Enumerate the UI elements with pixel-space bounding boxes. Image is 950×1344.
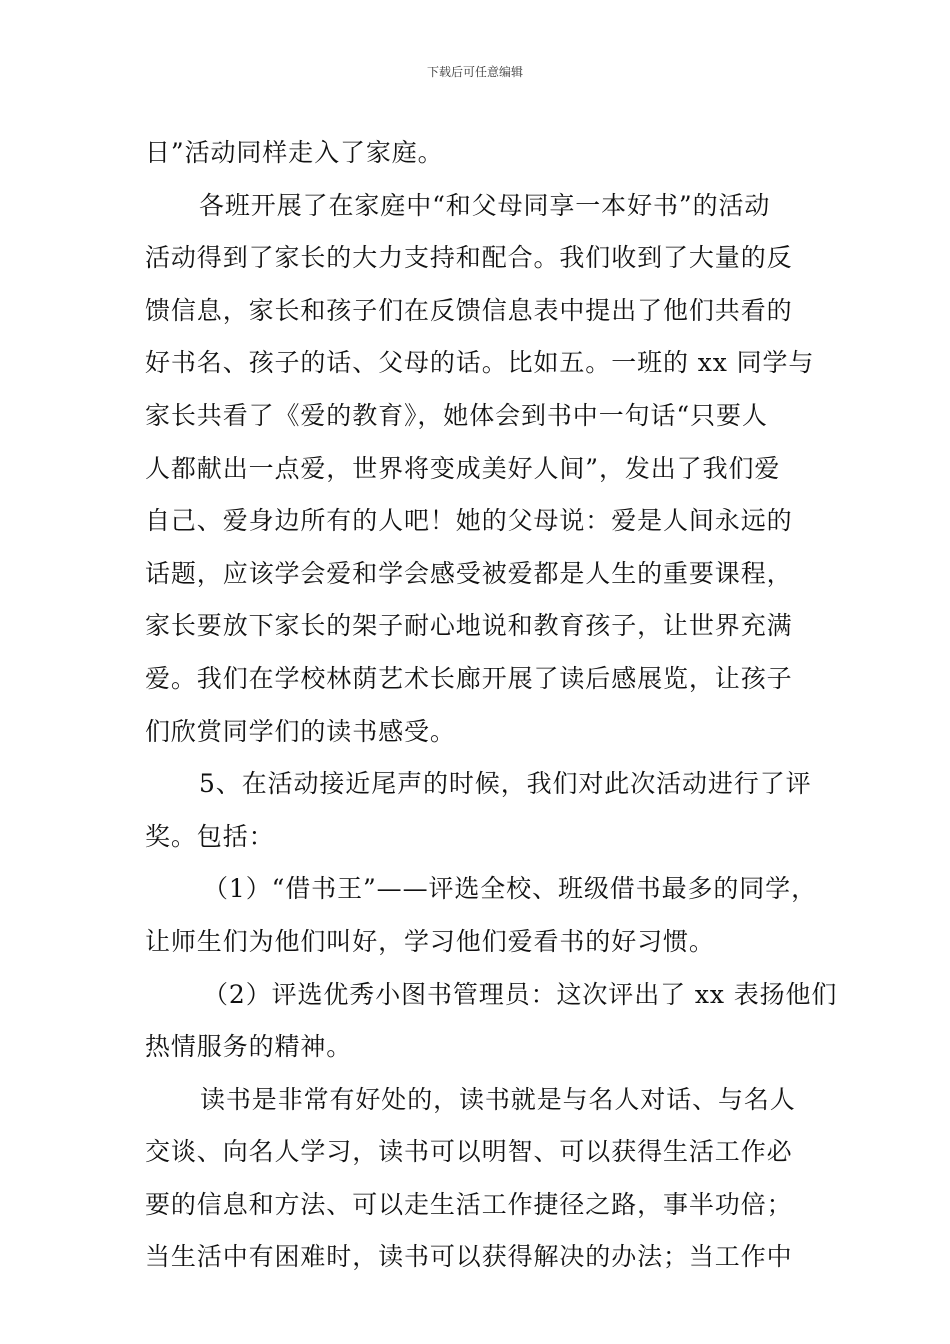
paragraph-first-line: 读书是非常有好处的，读书就是与名人对话、与名人 [200,1084,796,1114]
text-line: 自己、爱身边所有的人吧！她的父母说：爱是人间永远的 [145,506,793,536]
text-line: 热情服务的精神。 [145,1032,353,1062]
text-line: 当生活中有困难时，读书可以获得解决的办法；当工作中 [145,1242,793,1272]
document-body [145,127,838,1284]
text-line: 馈信息，家长和孩子们在反馈信息表中提出了他们共看的 [145,295,793,325]
text-line: 人都献出一点爱，世界将变成美好人间”，发出了我们爱 [145,453,781,483]
text-line: 活动得到了家长的大力支持和配合。我们收到了大量的反 [145,243,793,273]
text-line: 家长共看了《爱的教育》，她体会到书中一句话“只要人 [145,400,768,430]
text-line: 们欣赏同学们的读书感受。 [145,716,456,746]
text-line: 让师生们为他们叫好，学习他们爱看书的好习惯。 [145,926,715,956]
paragraph-first-line: 5、在活动接近尾声的时候，我们对此次活动进行了评 [199,769,812,799]
text-line: 话题，应该学会爱和学会感受被爱都是人生的重要课程， [145,558,793,588]
text-line: 日”活动同样走入了家庭。 [145,138,444,167]
page-header: 下载后可任意编辑 [426,65,523,79]
text-line: 好书名、孩子的话、父母的话。比如五。一班的 xx 同学与 [145,348,815,378]
paragraph-first-line: 各班开展了在家庭中“和父母同享一本好书”的活动 [199,190,771,220]
text-line: 奖。包括： [145,821,275,851]
list-item-first-line: （2）评选优秀小图书管理员：这次评出了 xx 表扬他们 [203,979,838,1009]
text-line: 家长要放下家长的架子耐心地说和教育孩子，让世界充满 [145,611,793,641]
list-item-first-line: （1）“借书王”——评选全校、班级借书最多的同学， [203,874,817,904]
text-line: 要的信息和方法、可以走生活工作捷径之路，事半功倍； [145,1189,793,1219]
text-line: 交谈、向名人学习，读书可以明智、可以获得生活工作必 [145,1137,793,1167]
text-line: 爱。我们在学校林荫艺术长廊开展了读后感展览，让孩子 [145,663,793,693]
